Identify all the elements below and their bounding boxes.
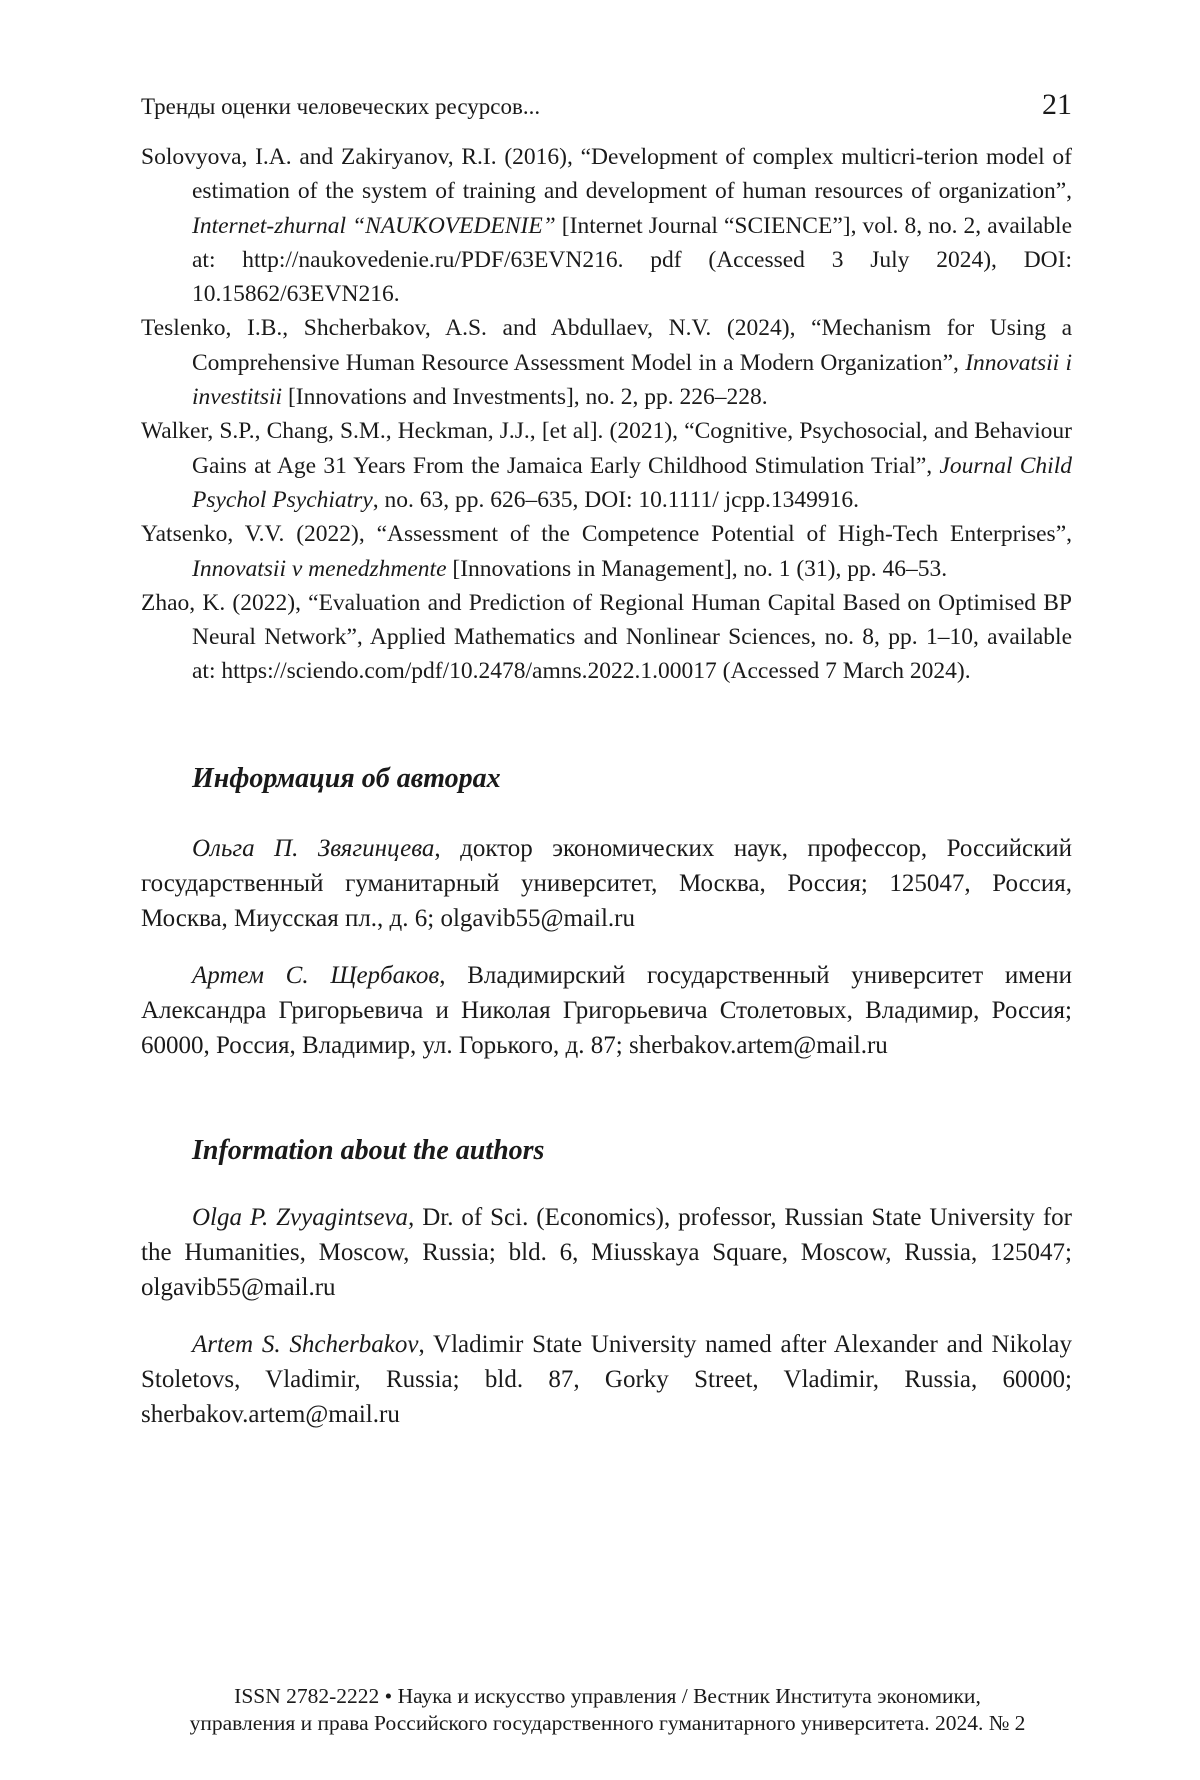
footer-line: управления и права Российского государственного гуманитарного университета. 2024. № 2 [189,1711,1026,1735]
reference-item: Teslenko, I.B., Shcherbakov, A.S. and Abdullaev, N.V. (2024), “Mechanism for Using a Comprehensive Human Resource Assessment Model in a Modern Organization”, Innovatsii i investitsii [Innovations and Investments], no. 2, pp. 226–228. [141,315,1072,411]
reference-item: Solovyova, I.A. and Zakiryanov, R.I. (2016), “Development of complex multicri-terion model of estimation of the system of training and development of human resources of organization”, Internet-zhurnal “NAUKOVEDENIE” [Internet Journal “SCIENCE”], vol. 8, no. 2, available at: http://naukovedenie.ru/PDF/63EVN216. pdf (Accessed 3 July 2024), DOI: 10.15862/63EVN216. [141,144,1072,308]
reference-item: Walker, S.P., Chang, S.M., Heckman, J.J., [et al]. (2021), “Cognitive, Psychosocial, and Behaviour Gains at Age 31 Years From the Jamaica Early Childhood Stimulation Trial”, Journal Child Psychol Psychiatry, no. 63, pp. 626–635, DOI: 10.1111/ jcpp.1349916. [141,418,1072,513]
reference-journal: Internet-zhurnal “NAUKOVEDENIE” [192,212,556,239]
reference-item: Zhao, K. (2022), “Evaluation and Prediction of Regional Human Capital Based on Optimised BP Neural Network”, Applied Mathematics and Nonlinear Sciences, no. 8, pp. 1–10, available at: https://sciendo.com/pdf/10.2478/amns.2022.1.00017 (Accessed 7 March 2024). [141,589,1072,685]
author-en-entry: Olga P. Zvyagintseva, Dr. of Sci. (Economics), professor, Russian State University for the Humanities, Moscow, Russia; bld. 6, Miusskaya Square, Moscow, Russia, 125047; olgavib55@mail.ru [141,1203,1072,1301]
reference-journal: Journal Child Psychol Psychiatry [192,452,1072,513]
author-name: Artem S. Shcherbakov [192,1330,419,1358]
reference-journal: Innovatsii i investitsii [192,349,1072,411]
authors-en-heading: Information about the authors [192,1134,545,1166]
author-name: Артем С. Щербаков [192,961,440,989]
page-number: 21 [1042,88,1072,121]
reference-journal: Innovatsii v menedzhmente [192,555,447,582]
running-head [141,88,1072,128]
page-body [141,88,1072,1432]
author-name: Olga P. Zvyagintseva, [192,1203,415,1231]
reference-list [141,140,1072,689]
reference-item: Yatsenko, V.V. (2022), “Assessment of the Competence Potential of High-Tech Enterprises”, Innovatsii v menedzhmente [Innovations in Management], no. 1 (31), pp. 46–53. [141,521,1072,582]
running-title: Тренды оценки человеческих ресурсов... [141,94,541,119]
authors-ru-heading: Информация об авторах [192,762,501,794]
footer-line: ISSN 2782-2222 • Наука и искусство управления / Вестник Института экономики, [234,1684,981,1708]
author-name: Ольга П. Звягинцева [192,834,435,862]
author-ru-entry: Артем С. Щербаков, Владимирский государственный университет имени Александра Григорьевича и Николая Григорьевича Столетовых, Владимир, Россия; 60000, Россия, Владимир, ул. Горького, д. 87; sherbakov.artem@mail.ru [141,961,1072,1059]
author-en-entry: Artem S. Shcherbakov, Vladimir State University named after Alexander and Nikolay Stoletovs, Vladimir, Russia; bld. 87, Gorky Street, Vladimir, Russia, 60000; sherbakov.artem@mail.ru [141,1330,1072,1428]
author-ru-entry: Ольга П. Звягинцева, доктор экономических наук, профессор, Российский государственный гуманитарный университет, Москва, Россия; 125047, Россия, Москва, Миусская пл., д. 6; olgavib55@mail.ru [141,834,1072,932]
page-footer [130,1683,1085,1737]
